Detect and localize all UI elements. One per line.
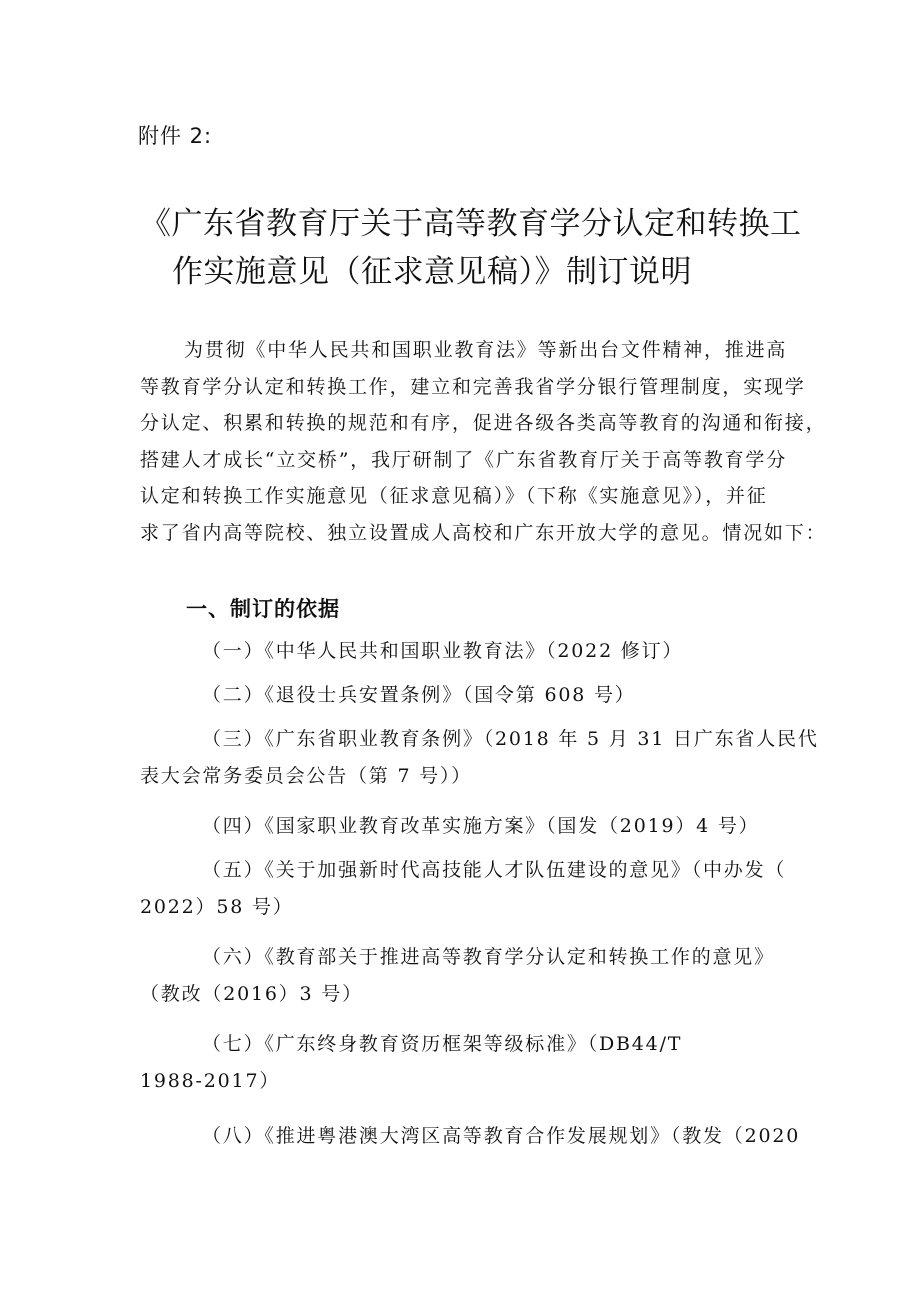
intro-paragraph [140,332,825,551]
basis-item-5 [140,852,825,925]
intro-line: 搭建人才成长“立交桥”，我厅研制了《广东省教育厅关于高等教育学分 [140,448,788,471]
basis-item-line: （三）《广东省职业教育条例》（2018 年 5 月 31 日广东省人民代 [202,728,819,750]
basis-item-line: （七）《广东终身教育资历框架等级标准》（DB44/T [202,1033,683,1055]
basis-item-line: 2022）58 号） [140,895,294,918]
intro-line: 为贯彻《中华人民共和国职业教育法》等新出台文件精神，推进高 [184,339,788,361]
intro-line: 认定和转换工作实施意见（征求意见稿）》（下称《实施意见》），并征 [140,485,768,507]
intro-line: 等教育学分认定和转换工作，建立和完善我省学分银行管理制度，实现学 [140,375,806,398]
basis-item-8 [140,1118,825,1155]
basis-item-line: 表大会常务委员会公告（第 7 号）） [140,764,473,787]
title-line-1: 《广东省教育厅关于高等教育学分认定和转换工 [140,206,802,242]
basis-item-line: （六）《教育部关于推进高等教育学分认定和转换工作的意见》 [202,946,775,968]
basis-item-4 [140,808,825,845]
basis-item-3 [140,721,825,794]
basis-item-line: （五）《关于加强新时代高技能人才队伍建设的意见》（中办发（ [202,859,787,881]
basis-item-line: （八）《推进粤港澳大湾区高等教育合作发展规划》（教发（2020 [202,1125,801,1147]
document-title [140,200,840,296]
basis-item-1 [140,633,825,670]
basis-item-line: 1988-2017） [140,1069,281,1092]
basis-item-line: （一）《中华人民共和国职业教育法》（2022 修订） [202,640,684,662]
basis-item-line: （四）《国家职业教育改革实施方案》（国发（2019）4 号） [202,815,760,837]
basis-item-7 [140,1026,825,1099]
basis-item-line: （二）《退役士兵安置条例》（国令第 608 号） [202,684,636,706]
intro-line: 求了省内高等院校、独立设置成人高校和广东开放大学的意见。情况如下： [140,521,827,544]
intro-line: 分认定、积累和转换的规范和有序，促进各级各类高等教育的沟通和衔接， [140,412,827,434]
basis-item-2 [140,677,825,714]
attachment-label: 附件 2: [138,124,213,148]
title-line-2: 作实施意见（征求意见稿）》制订说明 [172,254,692,290]
basis-item-6 [140,939,825,1012]
basis-item-line: （教改（2016）3 号） [140,982,363,1005]
section-heading: 一、制订的依据 [186,597,340,621]
